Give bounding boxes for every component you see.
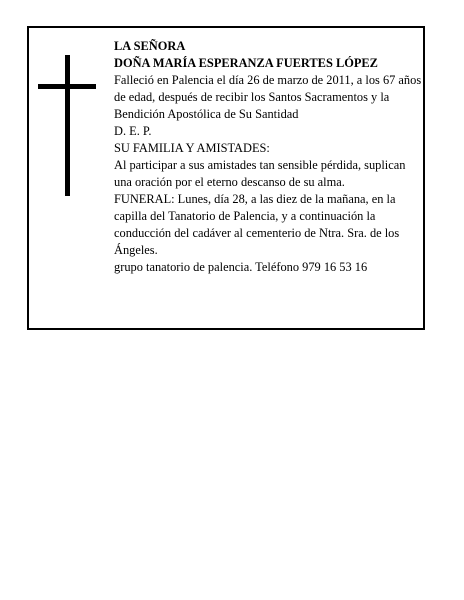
funeral-home-contact: grupo tanatorio de palencia. Teléfono 979 16 53 16 (114, 260, 368, 274)
family-message: Al participar a sus amistades tan sensible pérdida, suplican una oración por el eterno descanso de su alma. (114, 158, 406, 189)
death-statement: Falleció en Palencia el día 26 de marzo de 2011, a los 67 años de edad, después de recibir los Santos Sacramentos y la Bendición Apostólica de Su Santidad (114, 73, 422, 121)
obituary-text-block (114, 38, 422, 276)
rip-text: D. E. P. (114, 124, 152, 138)
cross-icon-vertical-bar (65, 55, 70, 196)
family-heading: SU FAMILIA Y AMISTADES: (114, 141, 270, 155)
cross-icon-horizontal-bar (38, 84, 96, 89)
funeral-details: FUNERAL: Lunes, día 28, a las diez de la mañana, en la capilla del Tanatorio de Palencia, y a continuación la conducción del cadáver al cementerio de Ntra. Sra. de los Ángeles. (114, 192, 400, 257)
deceased-title: LA SEÑORA (114, 39, 186, 53)
deceased-name: DOÑA MARÍA ESPERANZA FUERTES LÓPEZ (114, 56, 378, 70)
